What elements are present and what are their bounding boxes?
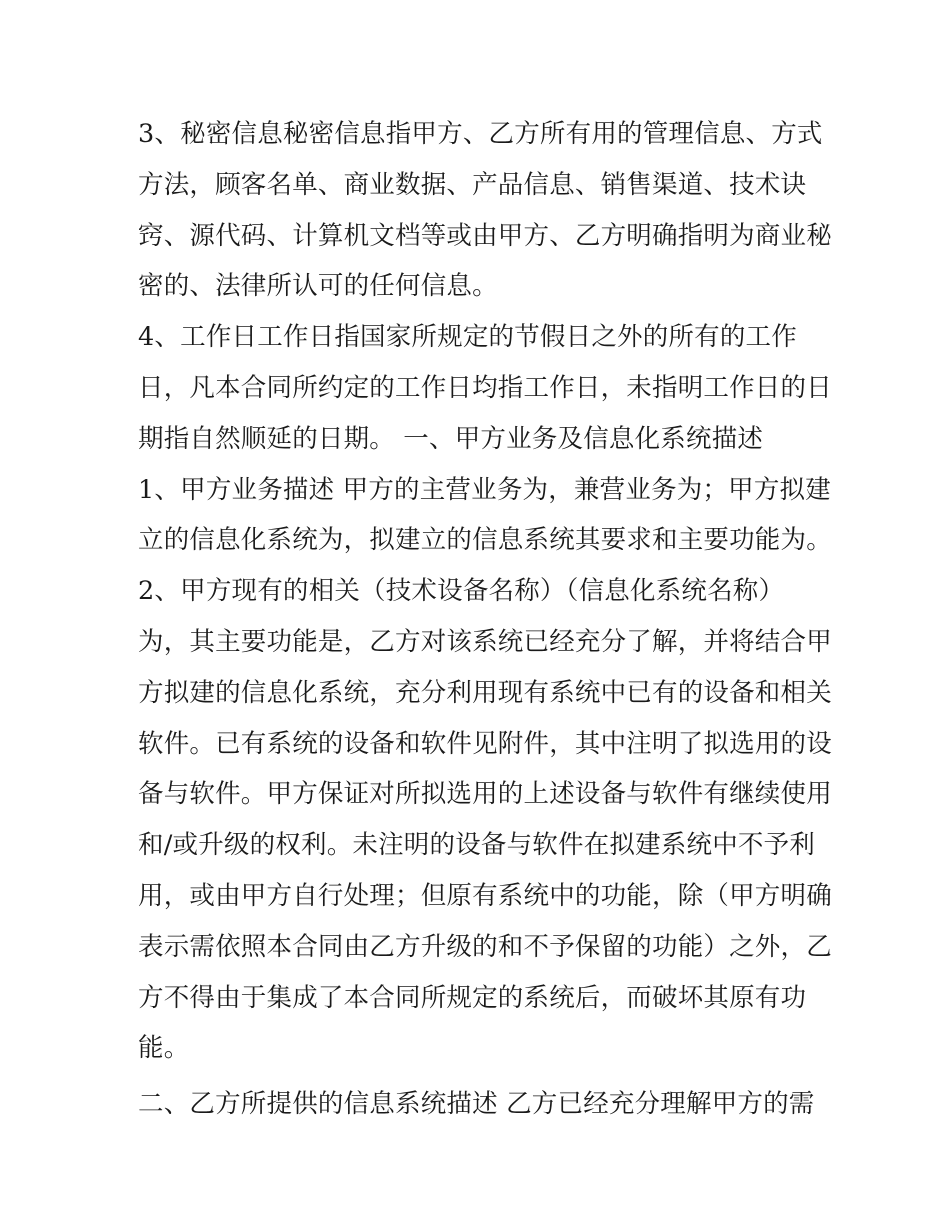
text-line: 和/或升级的权利。未注明的设备与软件在拟建系统中不予利	[138, 830, 815, 861]
text-line: 立的信息化系统为，拟建立的信息系统其要求和主要功能为。	[138, 525, 832, 556]
text-line: 窍、源代码、计算机文档等或由甲方、乙方明确指明为商业秘	[138, 220, 832, 251]
text-line: 3、秘密信息秘密信息指甲方、乙方所有用的管理信息、方式	[138, 119, 823, 149]
text-line: 日，凡本合同所约定的工作日均指工作日，未指明工作日的日	[138, 372, 832, 403]
text-line: 密的、法律所认可的任何信息。	[138, 271, 498, 302]
text-line: 期指自然顺延的日期。 一、甲方业务及信息化系统描述	[138, 423, 764, 454]
paragraph-confidential-info	[138, 109, 832, 312]
text-line: 二、乙方所提供的信息系统描述 乙方已经充分理解甲方的需	[138, 1089, 815, 1120]
paragraph-existing-systems	[138, 566, 832, 1074]
text-line: 方拟建的信息化系统，充分利用现有系统中已有的设备和相关	[138, 677, 832, 708]
text-line: 备与软件。甲方保证对所拟选用的上述设备与软件有继续使用	[138, 779, 832, 810]
text-line: 方不得由于集成了本合同所规定的系统后，而破坏其原有功	[138, 982, 807, 1013]
text-line: 用，或由甲方自行处理；但原有系统中的功能，除（甲方明确	[138, 880, 832, 911]
paragraph-business-description	[138, 465, 832, 567]
text-line: 软件。已有系统的设备和软件见附件，其中注明了拟选用的设	[138, 728, 832, 759]
text-line: 4、工作日工作日指国家所规定的节假日之外的所有的工作	[138, 322, 797, 353]
text-line: 为，其主要功能是，乙方对该系统已经充分了解，并将结合甲	[138, 626, 832, 657]
document-body	[138, 109, 832, 1130]
paragraph-working-day	[138, 312, 832, 464]
text-line: 2、甲方现有的相关（技术设备名称）（信息化系统名称）	[138, 576, 785, 607]
text-line: 方法，顾客名单、商业数据、产品信息、销售渠道、技术诀	[138, 169, 807, 200]
text-line: 能。	[138, 1033, 190, 1064]
text-line: 1、甲方业务描述 甲方的主营业务为，兼营业务为；甲方拟建	[138, 474, 831, 505]
paragraph-provided-system	[138, 1079, 818, 1130]
text-line: 表示需依照本合同由乙方升级的和不予保留的功能）之外，乙	[138, 931, 832, 962]
